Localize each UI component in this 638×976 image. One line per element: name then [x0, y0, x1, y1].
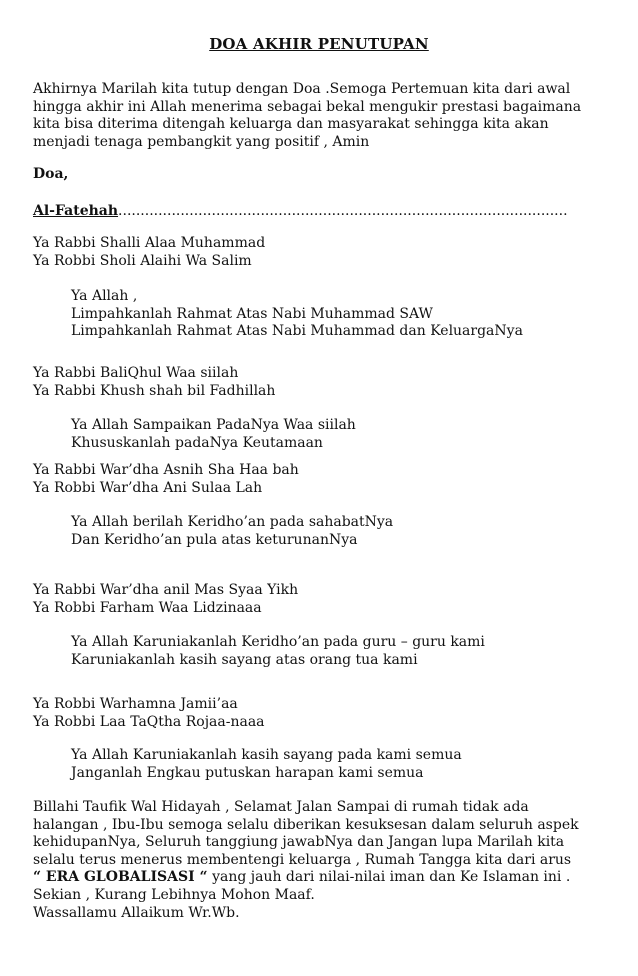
stanza-4-translation [71, 634, 611, 669]
document-title: DOA AKHIR PENUTUPAN [209, 35, 429, 53]
stanza-line: Ya Robbi Warhamna Jamii’aa [33, 696, 238, 712]
closing-line: Billahi Taufik Wal Hidayah , Selamat Jalan Sampai di rumah tidak ada [33, 799, 529, 815]
doa-label: Doa, [33, 166, 69, 182]
stanza-line: Ya Robbi Laa TaQtha Rojaa-naaa [33, 713, 265, 730]
translation-line: Limpahkanlah Rahmat Atas Nabi Muhammad SAW [71, 305, 433, 322]
stanza-line: Ya Rabbi War’dha Asnih Sha Haa bah [33, 462, 299, 478]
translation-line: Limpahkanlah Rahmat Atas Nabi Muhammad dan KeluargaNya [71, 323, 523, 340]
closing-line-rest: yang jauh dari nilai-nilai iman dan Ke Islaman ini . [207, 869, 571, 886]
stanza-5-arabic [33, 696, 608, 731]
translation-line: Ya Allah , [71, 288, 138, 304]
intro-line: menjadi tenaga pembangkit yang positif , Amin [33, 133, 370, 150]
closing-line [33, 869, 608, 887]
closing-paragraph [33, 799, 608, 922]
stanza-line: Ya Rabbi BaliQhul Waa siilah [33, 365, 239, 381]
stanza-1-arabic [33, 235, 608, 270]
closing-line: selalu terus menerus membentengi keluarga , Rumah Tangga kita dari arus [33, 851, 572, 868]
era-globalisasi: “ ERA GLOBALISASI “ [33, 869, 208, 886]
stanza-line: Ya Rabbi War’dha anil Mas Syaa Yikh [33, 582, 299, 598]
translation-line: Janganlah Engkau putuskan harapan kami semua [71, 764, 424, 781]
stanza-line: Ya Robbi Sholi Alaihi Wa Salim [33, 252, 252, 269]
stanza-line: Ya Robbi Farham Waa Lidzinaaa [33, 599, 262, 616]
translation-line: Karuniakanlah kasih sayang atas orang tua kami [71, 651, 418, 668]
closing-line: Sekian , Kurang Lebihnya Mohon Maaf. [33, 886, 315, 903]
intro-line: kita bisa diterima ditengah keluarga dan masyarakat sehingga kita akan [33, 116, 549, 133]
fatehah-line [33, 203, 608, 221]
closing-line: halangan , Ibu-Ibu semoga selalu diberikan kesuksesan dalam seluruh aspek [33, 816, 579, 833]
closing-line: Wassallamu Allaikum Wr.Wb. [33, 904, 240, 921]
stanza-line: Ya Rabbi Shalli Alaa Muhammad [33, 235, 266, 251]
stanza-5-translation [71, 747, 611, 782]
closing-line: kehidupanNya, Seluruh tanggiung jawabNya dan Jangan lupa Marilah kita [33, 834, 565, 851]
translation-line: Ya Allah Sampaikan PadaNya Waa siilah [71, 417, 356, 433]
translation-line: Ya Allah Karuniakanlah kasih sayang pada kami semua [71, 747, 462, 763]
translation-line: Ya Allah Karuniakanlah Keridho’an pada guru – guru kami [71, 634, 485, 650]
stanza-4-arabic [33, 582, 608, 617]
stanza-line: Ya Rabbi Khush shah bil Fadhillah [33, 382, 276, 399]
intro-line: hingga akhir ini Allah menerima sebagai bekal mengukir prestasi bagaimana [33, 98, 582, 115]
translation-line: Ya Allah berilah Keridho’an pada sahabatNya [71, 514, 394, 530]
translation-line: Khususkanlah padaNya Keutamaan [71, 434, 323, 451]
stanza-3-translation [71, 514, 611, 549]
stanza-1-translation [71, 288, 611, 341]
stanza-2-arabic [33, 365, 608, 400]
stanza-2-translation [71, 417, 611, 452]
intro-paragraph [33, 81, 608, 151]
stanza-3-arabic [33, 462, 608, 497]
fatehah-label: Al-Fatehah [33, 203, 119, 219]
intro-line: Akhirnya Marilah kita tutup dengan Doa .Semoga Pertemuan kita dari awal [33, 81, 571, 97]
stanza-line: Ya Robbi War’dha Ani Sulaa Lah [33, 479, 263, 496]
translation-line: Dan Keridho’an pula atas keturunanNya [71, 531, 358, 548]
fatehah-dots: ..................................................................................................... [118, 203, 568, 219]
